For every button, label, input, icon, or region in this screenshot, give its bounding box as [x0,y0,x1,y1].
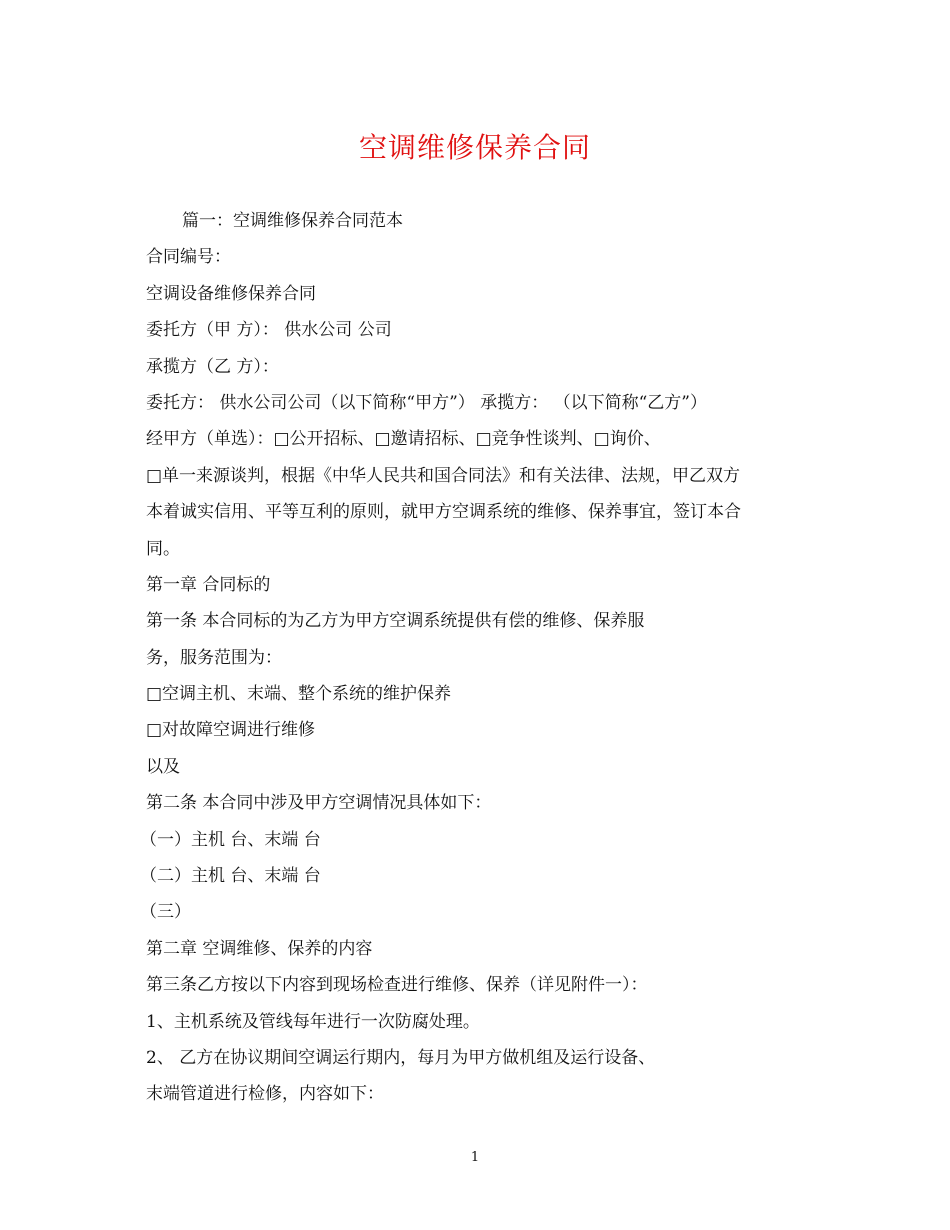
chapter-heading: 第二章 空调维修、保养的内容 [146,938,373,959]
list-item: （一）主机 台、末端 台 [140,829,321,850]
contractor-party-line: 承揽方（乙 方）： [146,356,279,377]
paragraph-line: 本着诚实信用、平等互利的原则，就甲方空调系统的维修、保养事宜，签订本合 [146,502,741,523]
paragraph-line: □单一来源谈判，根据《中华人民共和国合同法》和有关法律、法规，甲乙双方 [146,465,741,486]
list-item: （三） [140,902,191,923]
paragraph-line: 以及 [146,756,180,777]
checkbox-option-line: □空调主机、末端、整个系统的维护保养 [146,684,452,705]
list-item: 1、主机系统及管线每年进行一次防腐处理。 [146,1011,480,1032]
list-item: （二）主机 台、末端 台 [140,866,321,887]
paragraph-line: 同。 [146,538,180,559]
section-heading-part-one: 篇一：空调维修保养合同范本 [182,211,403,231]
page-number: 1 [470,1150,480,1165]
paragraph-line: 务，服务范围为： [146,647,282,668]
paragraph-line: 末端管道进行检修，内容如下： [146,1084,384,1105]
article-line: 第一条 本合同标的为乙方为甲方空调系统提供有偿的维修、保养服 [146,611,645,632]
checkbox-option-line: □对故障空调进行维修 [146,720,316,741]
list-item: 2、 乙方在协议期间空调运行期内，每月为甲方做机组及运行设备、 [146,1047,656,1068]
procurement-method-line: 经甲方（单选）：□公开招标、□邀请招标、□竞争性谈判、□询价、 [146,429,661,450]
parties-abbreviation-line: 委托方： 供水公司公司（以下简称“甲方”） 承揽方： （以下简称“乙方”） [146,392,707,413]
contract-subtitle: 空调设备维修保养合同 [146,283,316,304]
document-body [140,203,806,1113]
client-party-line: 委托方（甲 方）： 供水公司 公司 [146,320,392,341]
chapter-heading: 第一章 合同标的 [146,574,271,595]
contract-number-label: 合同编号： [146,247,231,268]
article-line: 第二条 本合同中涉及甲方空调情况具体如下： [146,793,492,814]
page-title: 空调维修保养合同 [358,131,591,164]
article-line: 第三条乙方按以下内容到现场检查进行维修、保养（详见附件一）： [146,975,648,996]
